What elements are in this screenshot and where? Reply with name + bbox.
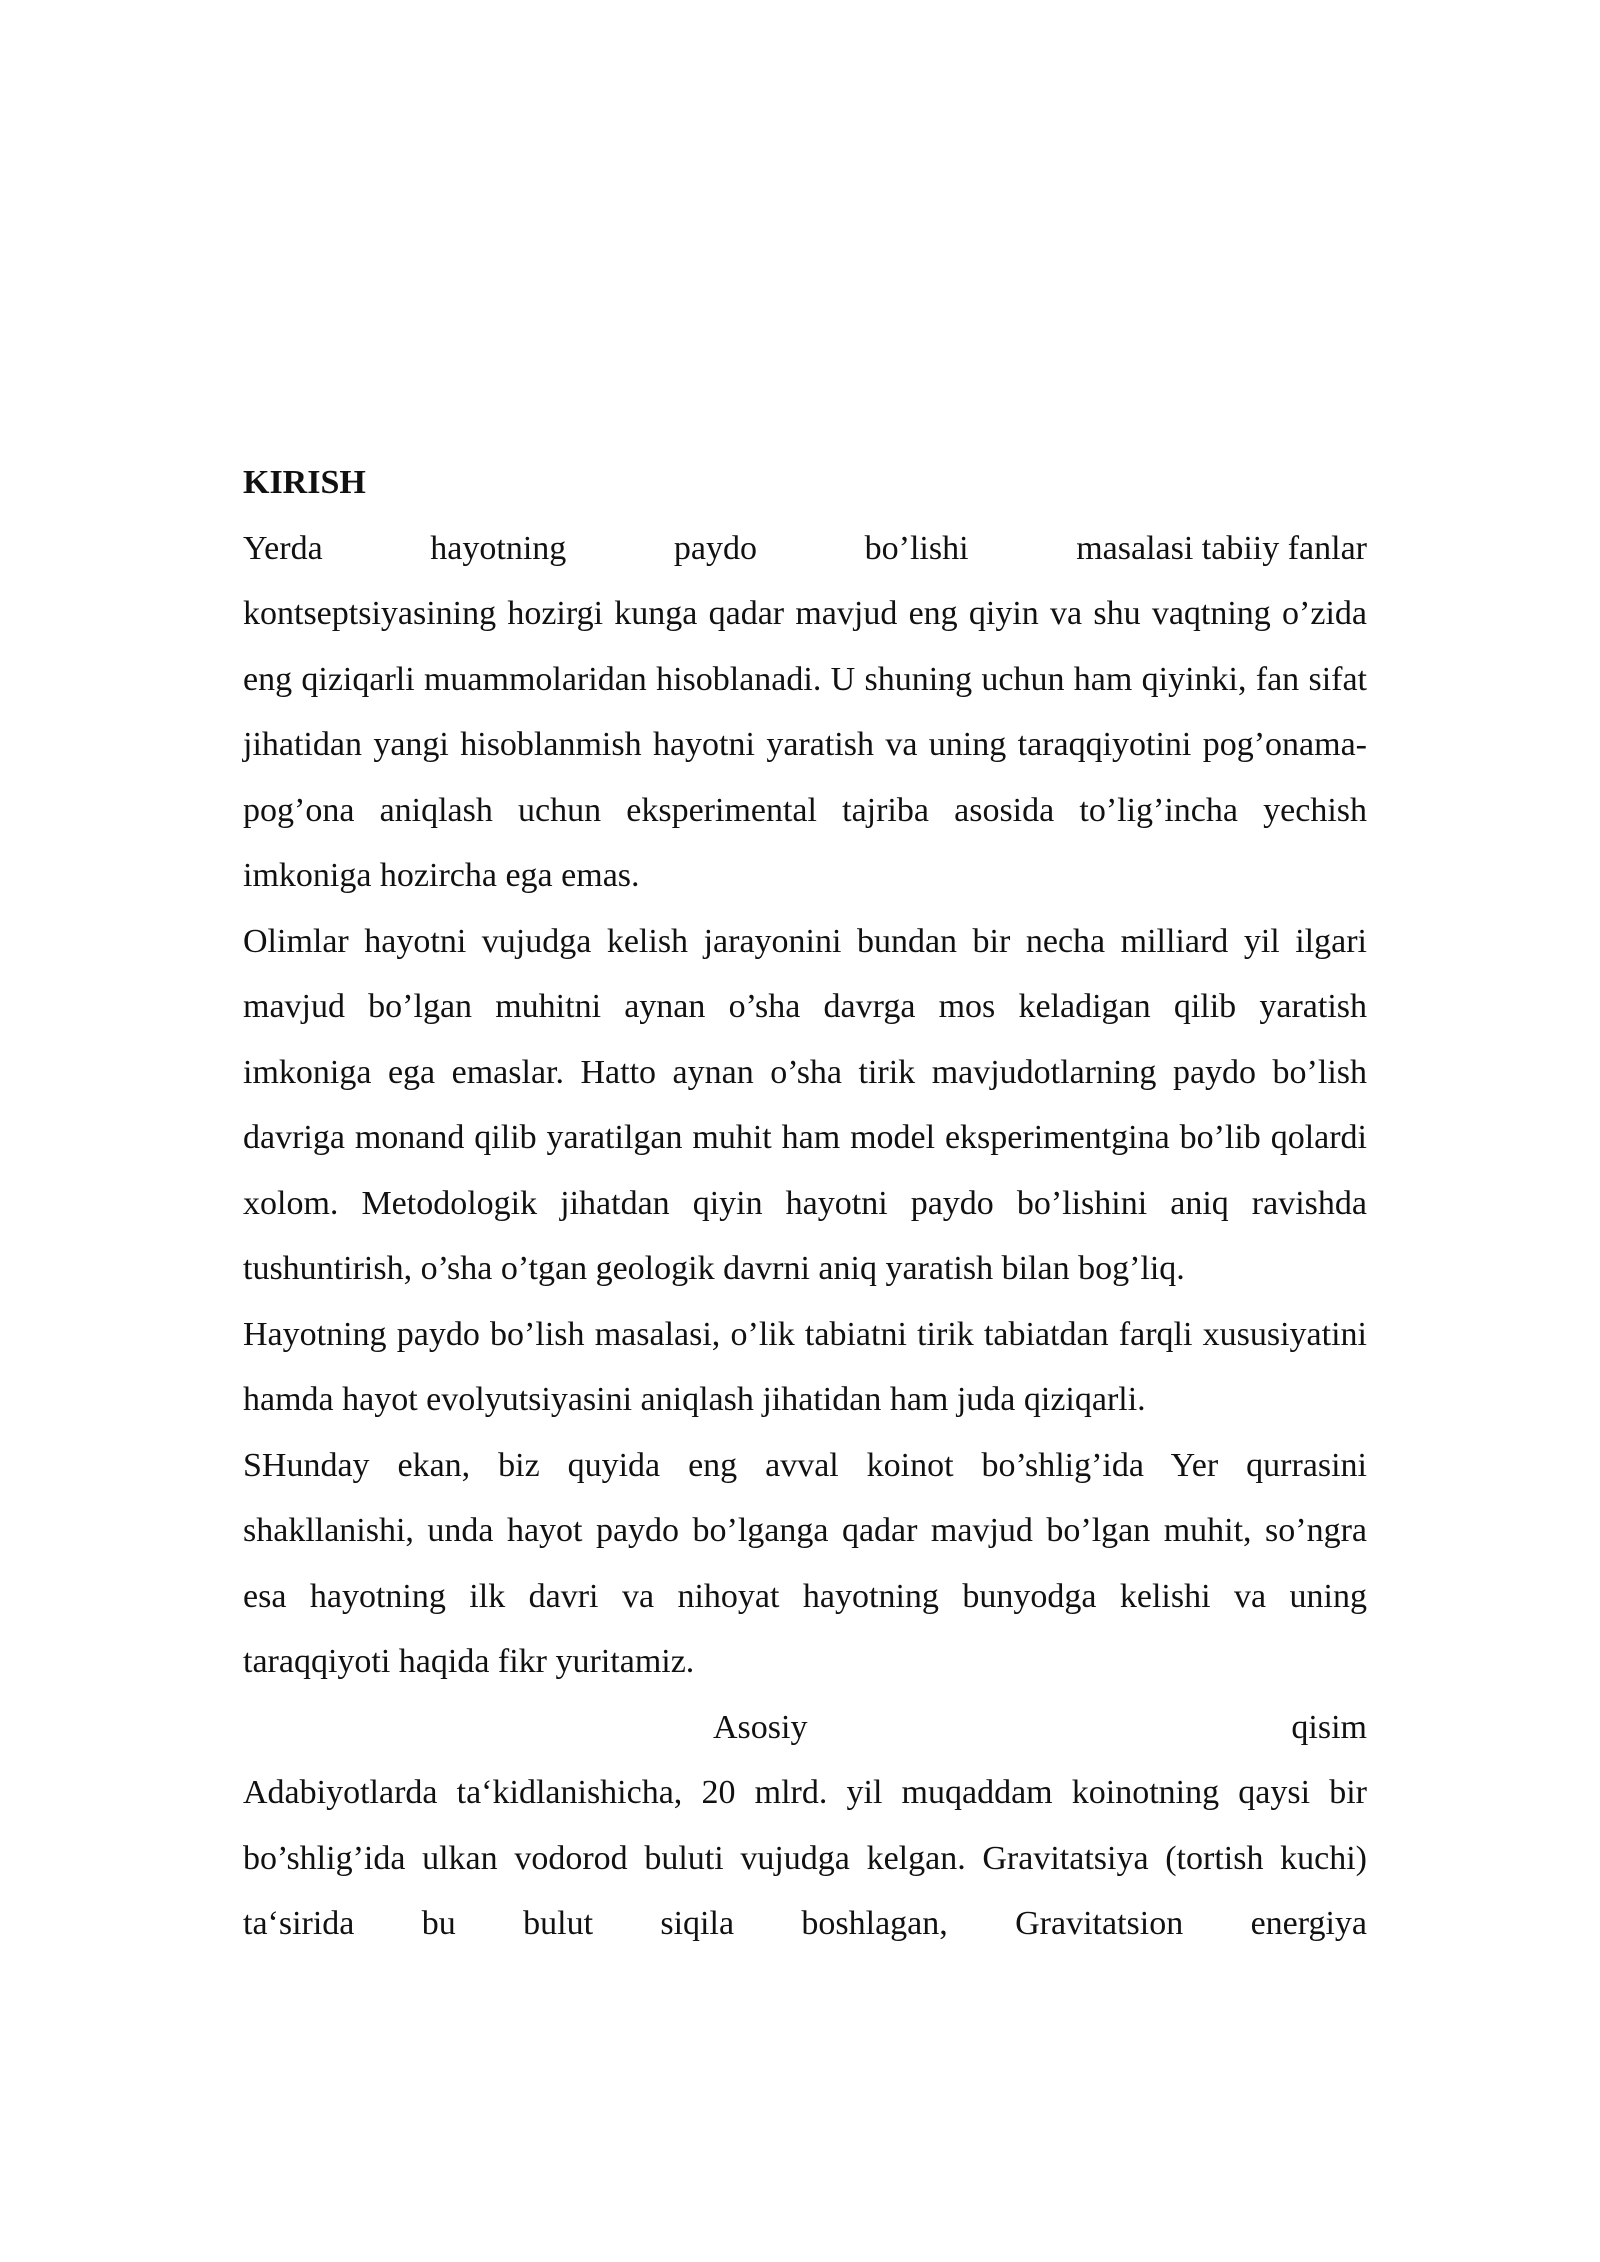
paragraph-1: kontseptsiyasining hozirgi kunga qadar mavjud eng qiyin va shu vaqtning o’zida eng qiziqarli muammolaridan hisoblanadi. U shuning uchun ham qiyinki, fan sifat jihatidan yangi hisoblanmish hayotni yaratish va uning taraqqiyotini pog’onama-pog’ona aniqlash uchun eksperimental tajriba asosida to’lig’incha yechish imkoniga hozircha ega emas.: [243, 595, 1367, 894]
intro-word-2: hayotning: [430, 529, 567, 567]
paragraph-2: Olimlar hayotni vujudga kelish jarayonini bundan bir necha milliard yil ilgari mavjud bo’lgan muhitni aynan o’sha davrga mos keladigan qilib yaratish imkoniga ega emaslar. Hatto aynan o’sha tirik mavjudotlarning paydo bo’lish davriga monand qilib yaratilgan muhit ham model eksperimentgina bo’lib qolardi xolom. Metodologik jihatdan qiyin hayotni paydo bo’lishini aniq ravishda tushuntirish, o’sha o’tgan geologik davrni aniq yaratish bilan bog’liq.: [243, 922, 1367, 1287]
section-title-right: qisim: [1291, 1708, 1367, 1746]
intro-word-3: paydo: [673, 529, 758, 567]
intro-first-line: [243, 516, 1367, 582]
document-heading: KIRISH: [243, 464, 366, 501]
intro-word-1: Yerda: [243, 529, 323, 567]
paragraph-3: Hayotning paydo bo’lish masalasi, o’lik tabiatni tirik tabiatdan farqli xususiyatini hamda hayot evolyutsiyasini aniqlash jihatidan ham juda qiziqarli.: [243, 1315, 1367, 1418]
document-page: [243, 450, 1367, 1957]
section-title: [243, 1695, 1367, 1761]
paragraph-5: Adabiyotlarda ta‘kidlanishicha, 20 mlrd. yil muqaddam koinotning qaysi bir bo’shlig’ida ulkan vodorod buluti vujudga kelgan. Gravitatsiya (tortish kuchi) ta‘sirida bu bulut siqila boshlagan, Gravitatsion energiya: [243, 1774, 1367, 1942]
section-title-left: Asosiy: [713, 1708, 808, 1746]
intro-word-5: masalasi tabiiy fanlar: [1076, 529, 1367, 567]
intro-word-4: bo’lishi: [864, 529, 969, 567]
paragraph-4: SHunday ekan, biz quyida eng avval koinot bo’shlig’ida Yer qurrasini shakllanishi, unda hayot paydo bo’lganga qadar mavjud bo’lgan muhit, so’ngra esa hayotning ilk davri va nihoyat hayotning bunyodga kelishi va uning taraqqiyoti haqida fikr yuritamiz.: [243, 1446, 1367, 1680]
